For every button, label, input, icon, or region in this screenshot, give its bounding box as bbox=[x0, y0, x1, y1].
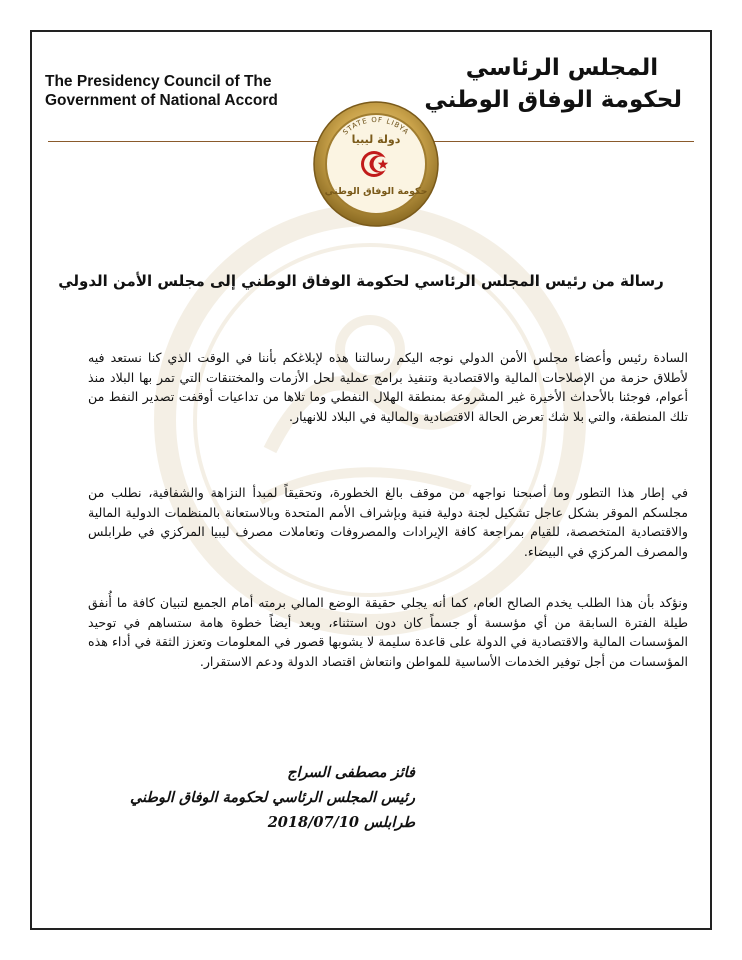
header-arabic bbox=[424, 52, 682, 116]
signatory-name: فائز مصطفى السراج bbox=[287, 764, 415, 781]
body-paragraph-1: السادة رئيس وأعضاء مجلس الأمن الدولي نوجه اليكم رسالتنا هذه لإبلاغكم بأننا في الوقت الذي كنا نستعد فيه لأطلاق حزمة من الإصلاحات المالية والاقتصادية وتنفيذ برامج عملية لحل الأزمات والمختنقات التي تمر بها البلاد منذ أعوام، فوجئنا بالأحداث الأخيرة غير المشروعة بمنطقة الهلال النفطي وما تلاها من تداعيات أوقفت تصدير النفط من تلك المنطقة، والتي بلا شك تعرض الحالة الاقتصادية والمالية في البلاد للانهيار. bbox=[88, 350, 688, 424]
signature-date: 2018/07/10 bbox=[267, 814, 360, 831]
header-english bbox=[45, 72, 315, 110]
seal-top-text: STATE OF LIBYA bbox=[341, 115, 411, 137]
letter-title: رسالة من رئيس المجلس الرئاسي لحكومة الوفاق الوطني إلى مجلس الأمن الدولي bbox=[58, 272, 664, 290]
seal-center-text: دولة ليبيا bbox=[351, 133, 401, 146]
header-arabic-line-2: لحكومة الوفاق الوطني bbox=[424, 87, 682, 113]
signature-city: طرابلس bbox=[364, 814, 415, 831]
header-arabic-line-1: المجلس الرئاسي bbox=[465, 55, 659, 81]
header-english-line-1: The Presidency Council of The bbox=[45, 73, 272, 90]
body-paragraph-2: في إطار هذا التطور وما أصبحنا نواجهه من موقف بالغ الخطورة، وتحقيقاً لمبدأ النزاهة والشفافية، نطلب من مجلسكم الموقر بشكل عاجل تشكيل لجنة دولية فنية وبإشراف الأمم المتحدة وبالاستعانة بالمنظمات الدولية المالية والاقتصادية المتخصصة، للقيام بمراجعة كافة الإيرادات والمصروفات وتعاملات مصرف ليبيا المركزي في طرابلس والمصرف المركزي في البيضاء. bbox=[88, 485, 688, 559]
seal-bottom-text: حكومة الوفاق الوطني bbox=[324, 186, 428, 197]
body-paragraph-3: ونؤكد بأن هذا الطلب يخدم الصالح العام، كما أنه يجلي حقيقة الوضع المالي برمته أمام الجميع لتبيان كافة ما أُنفق طيلة الفترة السابقة من أي مؤسسة أو جسماً كان دون استثناء، ويعد أيضاً خطوة هامة ستساهم في توحيد المؤسسات المالية والاقتصادية في الدولة على قاعدة سليمة لا يشوبها قصور في المعلومات وتعزز الثقة في أداء هذه المؤسسات من أجل توفير الخدمات الأساسية للمواطن وانتعاش اقتصاد الدولة ودعم الاستقرار. bbox=[88, 595, 688, 669]
place-date-line bbox=[150, 810, 415, 835]
signature-block bbox=[129, 760, 415, 835]
signatory-position: رئيس المجلس الرئاسي لحكومة الوفاق الوطني bbox=[129, 789, 415, 806]
state-seal bbox=[310, 98, 442, 230]
header-english-line-2: Government of National Accord bbox=[45, 92, 278, 109]
